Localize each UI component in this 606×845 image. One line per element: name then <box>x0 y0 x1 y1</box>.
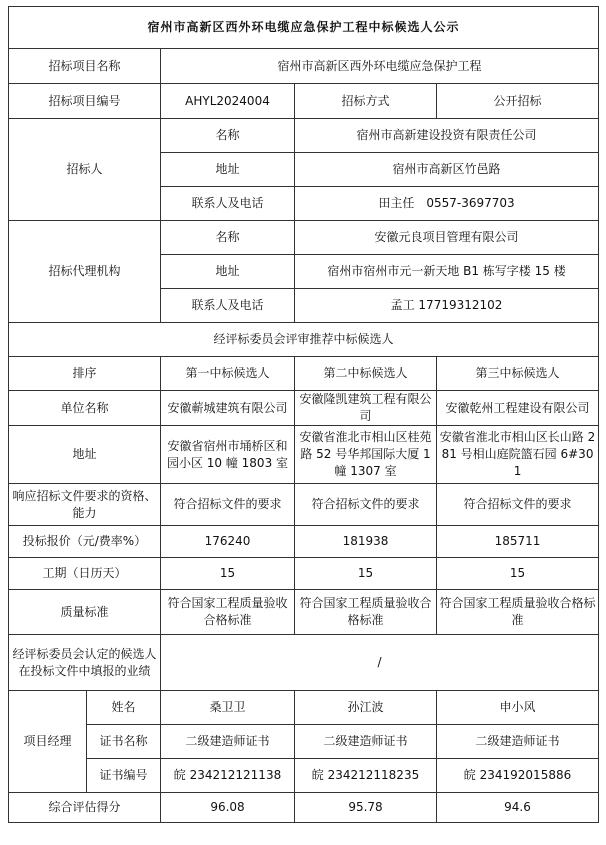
candidate-3-address: 安徽省淮北市相山区长山路 281 号相山庭院篮石园 6#301 <box>437 426 599 484</box>
candidate-1-qualification: 符合招标文件的要求 <box>161 484 295 526</box>
tenderer-label: 招标人 <box>9 119 161 221</box>
tenderer-address-value: 宿州市高新区竹邑路 <box>295 153 599 187</box>
pm-certno-row <box>9 759 599 793</box>
performance-value: / <box>161 635 599 691</box>
candidate-1-address: 安徽省宿州市埇桥区和园小区 10 幢 1803 室 <box>161 426 295 484</box>
pm-label: 项目经理 <box>9 691 87 793</box>
rank-row <box>9 357 599 391</box>
candidate-3-pm-certno: 皖 234192015886 <box>437 759 599 793</box>
page-title: 宿州市高新区西外环电缆应急保护工程中标候选人公示 <box>9 7 599 49</box>
score-row <box>9 793 599 823</box>
pm-cert-label: 证书名称 <box>87 725 161 759</box>
period-row <box>9 558 599 590</box>
candidate-3-pm-cert: 二级建造师证书 <box>437 725 599 759</box>
candidate-1-pm-name: 桑卫卫 <box>161 691 295 725</box>
committee-heading-row <box>9 323 599 357</box>
project-no-label: 招标项目编号 <box>9 84 161 119</box>
candidate-3-pm-name: 申小风 <box>437 691 599 725</box>
unit-row <box>9 391 599 426</box>
rank-label: 排序 <box>9 357 161 391</box>
candidate-2-qualification: 符合招标文件的要求 <box>295 484 437 526</box>
project-no-value: AHYL2024004 <box>161 84 295 119</box>
agency-label: 招标代理机构 <box>9 221 161 323</box>
agency-address-label: 地址 <box>161 255 295 289</box>
candidate-3-qualification: 符合招标文件的要求 <box>437 484 599 526</box>
candidate-1-price: 176240 <box>161 526 295 558</box>
agency-name-value: 安徽元良项目管理有限公司 <box>295 221 599 255</box>
tenderer-contact-label: 联系人及电话 <box>161 187 295 221</box>
tenderer-name-row <box>9 119 599 153</box>
candidate-1-score: 96.08 <box>161 793 295 823</box>
performance-row <box>9 635 599 691</box>
project-name-row <box>9 49 599 84</box>
candidate-2-pm-name: 孙江波 <box>295 691 437 725</box>
agency-address-value: 宿州市宿州市元一新天地 B1 栋写字楼 15 楼 <box>295 255 599 289</box>
qualification-row <box>9 484 599 526</box>
agency-contact-label: 联系人及电话 <box>161 289 295 323</box>
committee-heading: 经评标委员会评审推荐中标候选人 <box>9 323 599 357</box>
pm-name-row <box>9 691 599 725</box>
score-label: 综合评估得分 <box>9 793 161 823</box>
pm-cert-row <box>9 725 599 759</box>
candidate-3-period: 15 <box>437 558 599 590</box>
tenderer-name-value: 宿州市高新建设投资有限责任公司 <box>295 119 599 153</box>
candidate-2-header: 第二中标候选人 <box>295 357 437 391</box>
quality-row <box>9 590 599 635</box>
candidate-1-pm-certno: 皖 234212121138 <box>161 759 295 793</box>
period-label: 工期（日历天） <box>9 558 161 590</box>
project-name-label: 招标项目名称 <box>9 49 161 84</box>
candidate-3-unit: 安徽乾州工程建设有限公司 <box>437 391 599 426</box>
candidate-1-pm-cert: 二级建造师证书 <box>161 725 295 759</box>
pm-certno-label: 证书编号 <box>87 759 161 793</box>
candidate-2-quality: 符合国家工程质量验收合格标准 <box>295 590 437 635</box>
bid-method-value: 公开招标 <box>437 84 599 119</box>
candidate-3-quality: 符合国家工程质量验收合格标准 <box>437 590 599 635</box>
address-row <box>9 426 599 484</box>
address-label: 地址 <box>9 426 161 484</box>
candidate-2-score: 95.78 <box>295 793 437 823</box>
tenderer-address-label: 地址 <box>161 153 295 187</box>
candidate-3-price: 185711 <box>437 526 599 558</box>
bid-candidate-table <box>8 6 599 823</box>
bid-method-label: 招标方式 <box>295 84 437 119</box>
tenderer-contact-value: 田主任 0557-3697703 <box>295 187 599 221</box>
candidate-1-period: 15 <box>161 558 295 590</box>
price-row <box>9 526 599 558</box>
candidate-2-price: 181938 <box>295 526 437 558</box>
candidate-2-period: 15 <box>295 558 437 590</box>
candidate-1-quality: 符合国家工程质量验收合格标准 <box>161 590 295 635</box>
candidate-3-header: 第三中标候选人 <box>437 357 599 391</box>
agency-contact-value: 孟工 17719312102 <box>295 289 599 323</box>
tenderer-name-label: 名称 <box>161 119 295 153</box>
performance-label: 经评标委员会认定的候选人在投标文件中填报的业绩 <box>9 635 161 691</box>
project-name-value: 宿州市高新区西外环电缆应急保护工程 <box>161 49 599 84</box>
title-row <box>9 7 599 49</box>
pm-name-label: 姓名 <box>87 691 161 725</box>
candidate-1-unit: 安徽蕲城建筑有限公司 <box>161 391 295 426</box>
candidate-2-unit: 安徽隆凯建筑工程有限公司 <box>295 391 437 426</box>
candidate-2-address: 安徽省淮北市相山区桂苑路 52 号华邦国际大厦 1 幢 1307 室 <box>295 426 437 484</box>
candidate-3-score: 94.6 <box>437 793 599 823</box>
candidate-2-pm-cert: 二级建造师证书 <box>295 725 437 759</box>
candidate-2-pm-certno: 皖 234212118235 <box>295 759 437 793</box>
agency-name-row <box>9 221 599 255</box>
unit-label: 单位名称 <box>9 391 161 426</box>
price-label: 投标报价（元/费率%） <box>9 526 161 558</box>
project-no-row <box>9 84 599 119</box>
quality-label: 质量标准 <box>9 590 161 635</box>
agency-name-label: 名称 <box>161 221 295 255</box>
candidate-1-header: 第一中标候选人 <box>161 357 295 391</box>
qualification-label: 响应招标文件要求的资格、能力 <box>9 484 161 526</box>
